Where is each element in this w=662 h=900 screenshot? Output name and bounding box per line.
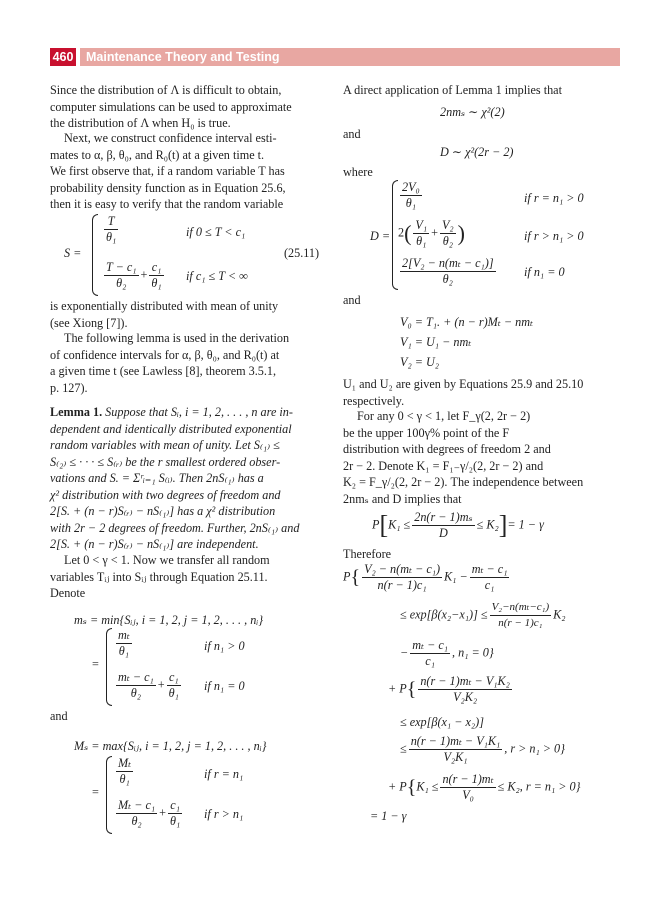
derivation-line-3: − $\frac{\text{mₜ − c₁}}{\text{c₁}}$ , n₁ = 0} — [400, 638, 494, 668]
derivation-line-4: + P{ $\frac{\text{n(r − 1)mₜ − V₁K₂}}{\text{V₂K₂}}$ — [388, 674, 510, 704]
paragraph-denote: Let 0 < γ < 1. Now we transfer all random variables Tᵢⱼ into Sᵢⱼ through Equation 25.11. Denote — [50, 553, 270, 600]
text-direct-application: A direct application of Lemma 1 implies that — [343, 83, 562, 97]
paragraph-construct: Next, we construct confidence interval esti- mates to α, β, θ₀, and R₀(t) at a given time t. We first observe that, if a random variable T has probability density function as in Equation 25.6, then it is easy to verify that the random variable — [50, 131, 286, 211]
equation-V2: V₂ = U₂ — [400, 355, 440, 369]
text-and: and — [343, 127, 361, 141]
derivation-line-1: P{ $\frac{\text{V₂ − n(mₜ − c₁)}}{\text{n(r − 1)c₁}}$ K₁ − $\frac{\text{mₜ − c₁}}{\text{c₁}}$ — [343, 562, 508, 592]
paragraph-exponential: is exponentially distributed with mean of unity (see Xiong [7]). — [50, 299, 279, 330]
paragraph-intro: Since the distribution of Λ is difficult to obtain, computer simulations can be used to approximate the distribution of Λ when H₀ is true. — [50, 83, 292, 130]
derivation-line-2: ≤ exp[β(x₂−x₁)] ≤ $\frac{\text{V₂−n(mₜ−c₁)}}{\text{n(r − 1)c₁}}$ K₂ — [400, 601, 566, 629]
text-therefore: Therefore — [343, 547, 392, 561]
running-title: Maintenance Theory and Testing — [80, 48, 620, 66]
running-header — [50, 48, 620, 66]
derivation-line-7: + P{K₁ ≤ $\frac{\text{n(r − 1)mₜ}}{\text{V₀}}$ ≤ K₂, r = n₁ > 0} — [388, 772, 581, 802]
equation-V0: V₀ = T₁. + (n − r)Mₜ − nmₜ — [400, 315, 534, 329]
text-and: and — [343, 293, 361, 307]
brace — [92, 214, 98, 296]
lemma-1: Lemma 1. Suppose that Sᵢ, i = 1, 2, . . . , n are in- dependent and identically distributed exponential random variables with mean of unity. Let S₍₁₎ ≤ S₍₂₎ ≤ · · · ≤ S₍ᵣ₎ be the r smallest ordered obser- vations and S. = Σʳᵢ₌₁ S₍ᵢ₎. Then 2nS₍₁₎ has a χ² distribution with two degrees of freedom and 2[S. + (n − r)S₍ᵣ₎ − nS₍₁₎] has a χ² distribution with 2r − 2 degrees of freedom. Further, 2nS₍₁₎ and 2[S. + (n − r)S₍ᵣ₎ − nS₍₁₎] are independent. — [50, 405, 300, 551]
paragraph-lemma-intro: The following lemma is used in the derivation of confidence intervals for α, β, θ₀, and R₀(t) at a given time t (see Lawless [8], theorem 3.5.1, p. 127). — [50, 331, 290, 395]
equation-V1: V₁ = U₁ − nmₜ — [400, 335, 472, 349]
derivation-line-5: ≤ exp[β(x₁ − x₂)] — [400, 715, 484, 729]
equation-P-bracket: P[K₁ ≤ $\frac{\text{2n(r − 1)mₛ}}{D}$ ≤ K₂]= 1 − γ — [372, 510, 544, 540]
page-number: 460 — [50, 48, 76, 66]
equation-D-chi: D ∼ χ²(2r − 2) — [440, 145, 514, 159]
derivation-line-6: ≤ $\frac{\text{n(r − 1)mₜ − V₁K₁}}{\text{V₂K₁}}$ , r > n₁ > 0} — [400, 734, 566, 764]
paragraph-F-distribution: For any 0 < γ < 1, let F_γ(2, 2r − 2) be the upper 100γ% point of the F distribution with degrees of freedom 2 and 2r − 2. Denote K₁ = F₁₋γ/₂(2, 2r − 2) and K₂ = F_γ/₂(2, 2r − 2). The independence between 2nmₛ and D implies that — [343, 409, 584, 506]
text-and: and — [50, 709, 68, 723]
paragraph-U-given: U₁ and U₂ are given by Equations 25.9 and 25.10 respectively. — [343, 377, 584, 408]
equation-2nms: 2nmₛ ∼ χ²(2) — [440, 105, 505, 119]
text-where: where — [343, 165, 373, 179]
derivation-line-8: = 1 − γ — [370, 809, 407, 823]
